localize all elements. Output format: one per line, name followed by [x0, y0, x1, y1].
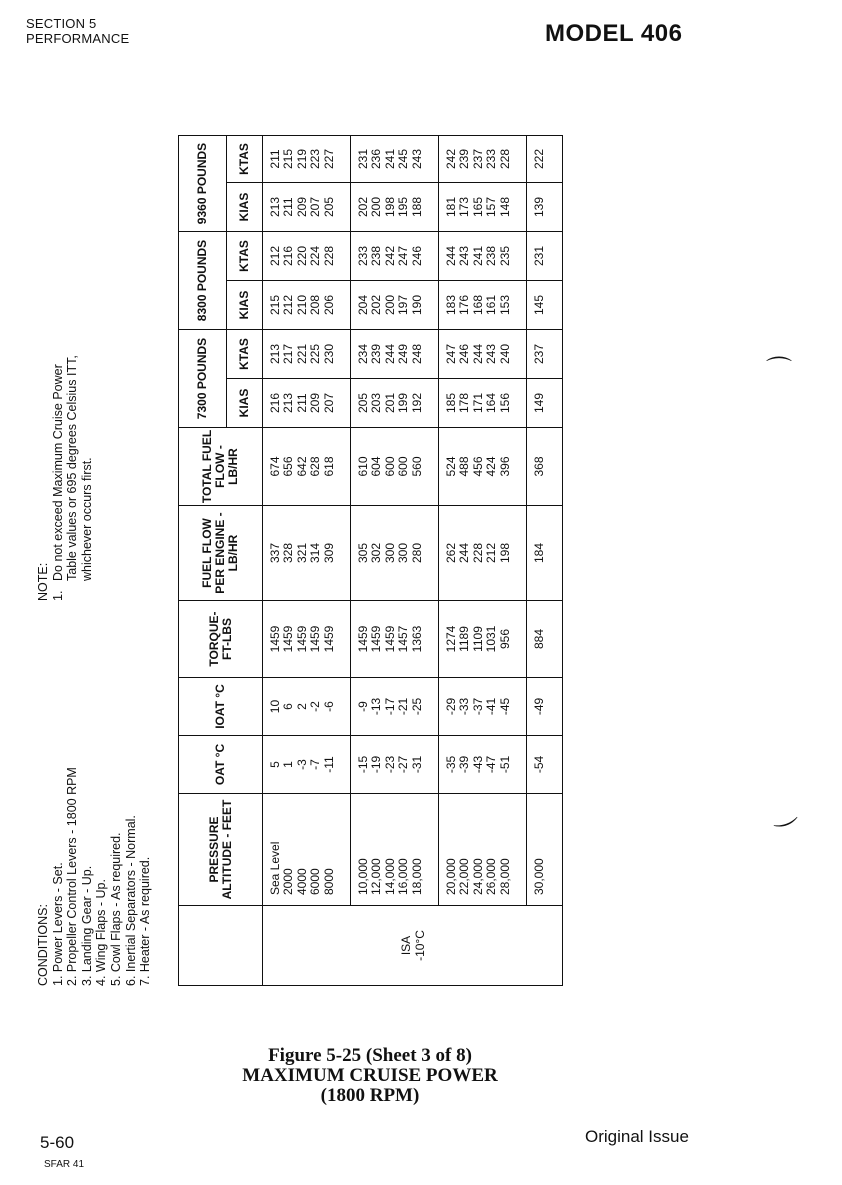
fuel-flow-engine-cell	[263, 506, 351, 601]
issue-label: Original Issue	[585, 1127, 689, 1146]
total-fuel-flow-cell	[263, 428, 351, 506]
ioat-cell	[263, 678, 351, 736]
altitude-cell	[263, 794, 351, 906]
ktas-8300-cell-values: 231	[532, 245, 546, 267]
ktas-8300-cell-values: 212 216 220 224 228	[268, 245, 336, 267]
altitude-cell-values: 20,000 22,000 24,000 26,000 28,000	[444, 858, 512, 895]
torque-cell	[263, 601, 351, 678]
header-pressure-altitude: PRESSURE ALTITUDE - FEET	[179, 794, 263, 906]
model-title: MODEL 406	[545, 20, 683, 47]
table-body	[263, 136, 563, 986]
ioat-cell-values: -49	[532, 697, 546, 716]
header-oat: OAT °C	[179, 736, 263, 794]
header-weight-8300: 8300 POUNDS	[179, 232, 227, 330]
total-fuel-flow-cell-values: 610 604 600 600 560	[356, 456, 424, 477]
torque-cell-values: 1459 1459 1459 1457 1363	[356, 625, 424, 653]
oat-cell-values: 5 1 -3 -7 -11	[268, 756, 336, 773]
note-line: Do not exceed Maximum Cruise Power	[50, 364, 65, 581]
kias-9360-cell	[351, 183, 439, 232]
fuel-flow-engine-cell-values: 184	[532, 542, 546, 564]
kias-7300-cell	[439, 379, 527, 428]
altitude-cell	[439, 794, 527, 906]
condition-item: 7. Heater - As required.	[138, 856, 153, 986]
caption-line: (1800 RPM)	[320, 1085, 420, 1106]
doc-reference: SFAR 41	[44, 1159, 85, 1170]
ioat-cell	[527, 678, 563, 736]
header-ktas: KTAS	[227, 232, 263, 281]
performance-table	[178, 135, 563, 986]
fuel-flow-engine-cell-values: 262 244 228 212 198	[444, 542, 512, 564]
torque-cell-values: 884	[532, 628, 546, 650]
note-line: whichever occurs first.	[79, 457, 94, 581]
oat-cell-values: -54	[532, 755, 546, 774]
ktas-7300-cell-values: 234 239 244 249 248	[356, 343, 424, 365]
note-number: 1.	[50, 590, 65, 601]
header-ioat: IOAT °C	[179, 678, 263, 736]
header-kias: KIAS	[227, 379, 263, 428]
oat-cell	[351, 736, 439, 794]
oat-cell-values: -15 -19 -23 -27 -31	[356, 755, 424, 774]
kias-8300-cell-values: 215 212 210 208 206	[268, 294, 336, 316]
table-row	[527, 136, 563, 986]
header-ktas: KTAS	[227, 136, 263, 183]
header-weight-9360: 9360 POUNDS	[179, 136, 227, 232]
condition-item: 3. Landing Gear - Up.	[79, 865, 94, 986]
kias-9360-cell-values: 139	[532, 196, 546, 218]
total-fuel-flow-cell	[351, 428, 439, 506]
ktas-9360-cell	[527, 136, 563, 183]
fuel-flow-engine-cell	[527, 506, 563, 601]
oat-cell-values: -35 -39 -43 -47 -51	[444, 755, 512, 774]
kias-9360-cell-values: 213 211 209 207 205	[268, 196, 336, 218]
margin-mark-top: ⌒	[766, 355, 793, 385]
fuel-flow-engine-cell	[351, 506, 439, 601]
kias-7300-cell-values: 205 203 201 199 192	[356, 392, 424, 414]
ioat-cell-values: -9 -13 -17 -21 -25	[356, 697, 424, 716]
note-line: Table values or 695 degrees Celsius ITT,	[65, 355, 80, 581]
kias-9360-cell	[527, 183, 563, 232]
ktas-9360-cell-values: 222	[532, 148, 546, 170]
altitude-cell-values: Sea Level 2000 4000 6000 8000	[268, 841, 336, 895]
condition-item: 5. Cowl Flaps - As required.	[108, 832, 123, 986]
kias-7300-cell-values: 216 213 211 209 207	[268, 392, 336, 414]
condition-cell	[263, 906, 563, 986]
ktas-7300-cell	[439, 330, 527, 379]
ktas-8300-cell	[351, 232, 439, 281]
condition-header	[179, 906, 263, 986]
condition-item: 1. Power Levers - Set.	[50, 862, 65, 986]
ktas-7300-cell	[263, 330, 351, 379]
condition-item: 2. Propeller Control Levers - 1800 RPM	[65, 767, 80, 986]
ktas-9360-cell	[351, 136, 439, 183]
page-number: 5-60	[40, 1133, 75, 1152]
ktas-8300-cell	[527, 232, 563, 281]
ktas-7300-cell-values: 237	[532, 343, 546, 365]
ktas-9360-cell-values: 211 215 219 223 227	[268, 148, 336, 170]
kias-7300-cell-values: 149	[532, 392, 546, 414]
caption-line: MAXIMUM CRUISE POWER	[242, 1065, 498, 1086]
ioat-cell-values: -29 -33 -37 -41 -45	[444, 697, 512, 716]
kias-9360-cell-values: 181 173 165 157 148	[444, 196, 512, 218]
kias-8300-cell-values: 204 202 200 197 190	[356, 294, 424, 316]
ktas-9360-cell-values: 231 236 241 245 243	[356, 148, 424, 170]
kias-8300-cell-values: 145	[532, 294, 546, 316]
kias-9360-cell	[439, 183, 527, 232]
ktas-8300-cell-values: 244 243 241 238 235	[444, 245, 512, 267]
ktas-9360-cell	[439, 136, 527, 183]
total-fuel-flow-cell-values: 368	[532, 456, 546, 477]
header-ktas: KTAS	[227, 330, 263, 379]
altitude-cell-values: 30,000	[532, 858, 546, 895]
oat-cell	[527, 736, 563, 794]
section-title: SECTION 5	[26, 16, 97, 31]
kias-7300-cell	[263, 379, 351, 428]
total-fuel-flow-cell	[527, 428, 563, 506]
margin-mark-bottom: ⌒	[765, 794, 800, 832]
ktas-7300-cell	[527, 330, 563, 379]
ktas-8300-cell	[439, 232, 527, 281]
note-title: NOTE:	[36, 562, 50, 601]
kias-8300-cell	[527, 281, 563, 330]
header-total-fuel-flow: TOTAL FUEL FLOW - LB/HR	[179, 428, 263, 506]
total-fuel-flow-cell-values: 674 656 642 628 618	[268, 456, 336, 477]
note-block	[36, 141, 94, 601]
ktas-8300-cell-values: 233 238 242 247 246	[356, 245, 424, 267]
ktas-7300-cell-values: 247 246 244 243 240	[444, 343, 512, 365]
header-weight-7300: 7300 POUNDS	[179, 330, 227, 428]
figure-caption	[160, 1046, 580, 1106]
altitude-cell	[527, 794, 563, 906]
oat-cell	[439, 736, 527, 794]
conditions-title: CONDITIONS:	[36, 904, 50, 986]
table-row	[263, 136, 351, 986]
header-kias: KIAS	[227, 281, 263, 330]
ktas-9360-cell	[263, 136, 351, 183]
torque-cell	[351, 601, 439, 678]
ktas-7300-cell-values: 213 217 221 225 230	[268, 343, 336, 365]
ioat-cell	[439, 678, 527, 736]
kias-8300-cell	[351, 281, 439, 330]
header-torque: TORQUE- FT-LBS	[179, 601, 263, 678]
kias-7300-cell-values: 185 178 171 164 156	[444, 392, 512, 414]
altitude-cell-values: 10,000 12,000 14,000 16,000 18,000	[356, 858, 424, 895]
fuel-flow-engine-cell-values: 337 328 321 314 309	[268, 542, 336, 564]
kias-9360-cell	[263, 183, 351, 232]
header-fuel-flow-engine: FUEL FLOW PER ENGINE - LB/HR	[179, 506, 263, 601]
kias-7300-cell	[351, 379, 439, 428]
torque-cell-values: 1274 1189 1109 1031 956	[444, 625, 512, 653]
table-row	[351, 136, 439, 986]
header-kias: KIAS	[227, 183, 263, 232]
kias-8300-cell	[439, 281, 527, 330]
torque-cell	[439, 601, 527, 678]
fuel-flow-engine-cell	[439, 506, 527, 601]
torque-cell-values: 1459 1459 1459 1459 1459	[268, 625, 336, 653]
table-row	[439, 136, 527, 986]
ktas-9360-cell-values: 242 239 237 233 228	[444, 148, 512, 170]
fuel-flow-engine-cell-values: 305 302 300 300 280	[356, 542, 424, 564]
ioat-cell	[351, 678, 439, 736]
kias-8300-cell	[263, 281, 351, 330]
section-subtitle: PERFORMANCE	[26, 31, 130, 46]
kias-9360-cell-values: 202 200 198 195 188	[356, 196, 424, 218]
total-fuel-flow-cell-values: 524 488 456 424 396	[444, 456, 512, 477]
notes-row	[36, 136, 178, 986]
torque-cell	[527, 601, 563, 678]
oat-cell	[263, 736, 351, 794]
header-row-weights	[179, 136, 227, 986]
ktas-8300-cell	[263, 232, 351, 281]
ktas-7300-cell	[351, 330, 439, 379]
ioat-cell-values: 10 6 2 -2 -6	[268, 699, 336, 714]
condition-item: 6. Inertial Separators - Normal.	[123, 815, 138, 986]
rotated-performance-chart	[36, 136, 546, 986]
section-header	[26, 16, 129, 46]
condition-label: ISA -10°C	[398, 930, 427, 961]
total-fuel-flow-cell	[439, 428, 527, 506]
kias-8300-cell-values: 183 176 168 161 153	[444, 294, 512, 316]
kias-7300-cell	[527, 379, 563, 428]
condition-item: 4. Wing Flaps - Up.	[94, 879, 109, 986]
altitude-cell	[351, 794, 439, 906]
caption-line: Figure 5-25 (Sheet 3 of 8)	[268, 1045, 472, 1066]
